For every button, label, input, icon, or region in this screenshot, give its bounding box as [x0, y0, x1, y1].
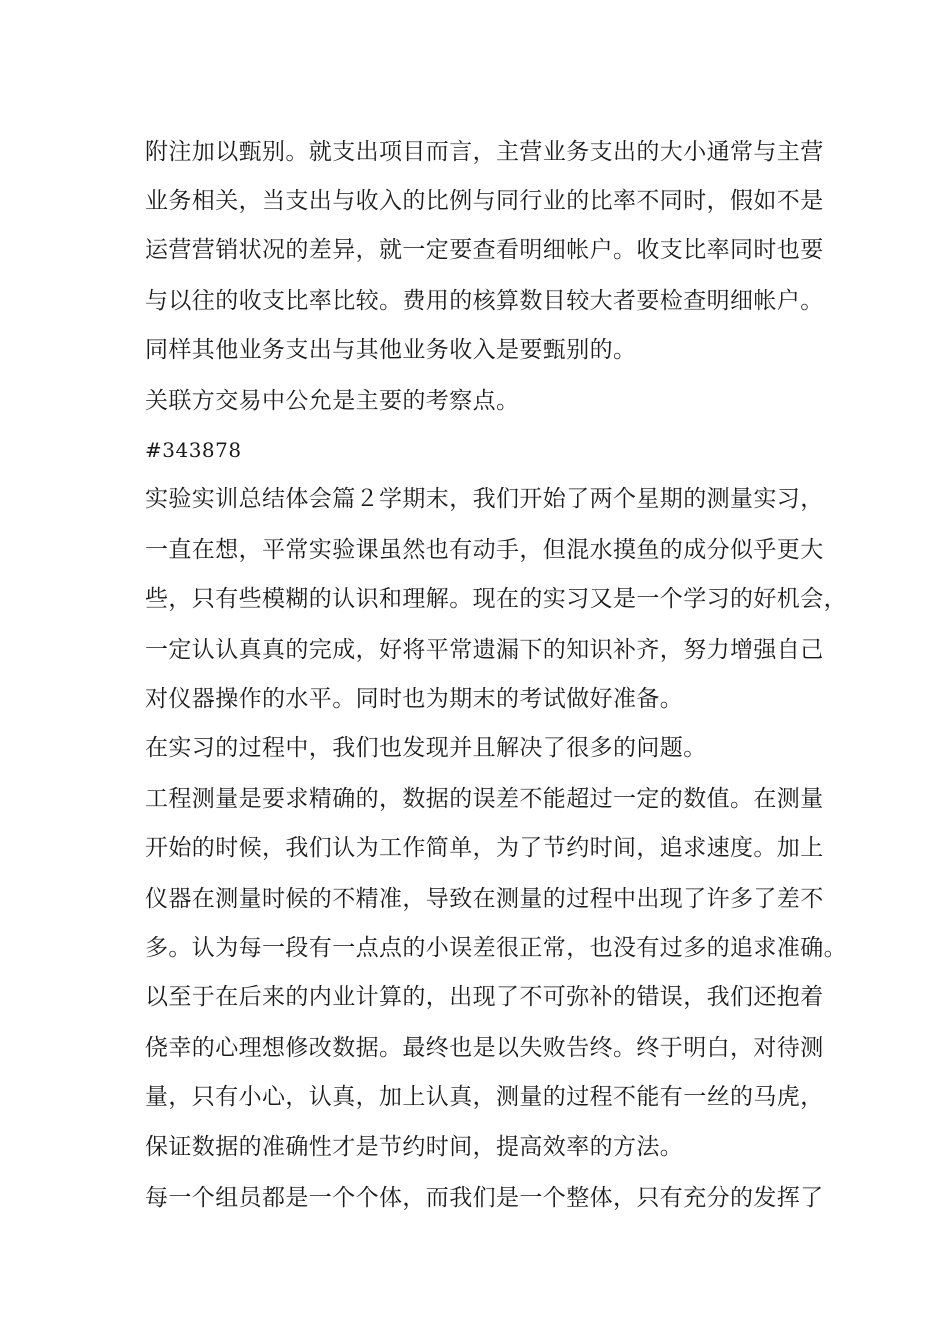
- text-line: 些，只有些模糊的认识和理解。现在的实习又是一个学习的好机会，: [145, 586, 847, 612]
- text-line: 关联方交易中公允是主要的考察点。: [145, 388, 520, 414]
- text-line: 仪器在测量时候的不精准，导致在测量的过程中出现了许多了差不: [145, 886, 824, 912]
- text-line: 工程测量是要求精确的，数据的误差不能超过一定的数值。在测量: [145, 786, 824, 812]
- text-line: 对仪器操作的水平。同时也为期末的考试做好准备。: [145, 686, 684, 712]
- text-line: 多。认为每一段有一点点的小误差很正常，也没有过多的追求准确。: [145, 935, 847, 961]
- text-line: 开始的时候，我们认为工作简单，为了节约时间，追求速度。加上: [145, 835, 824, 861]
- text-line: 量，只有小心，认真，加上认真，测量的过程不能有一丝的马虎，: [145, 1084, 824, 1110]
- text-line: 以至于在后来的内业计算的，出现了不可弥补的错误，我们还抱着: [145, 984, 824, 1010]
- text-line: 侥幸的心理想修改数据。最终也是以失败告终。终于明白，对待测: [145, 1035, 824, 1061]
- text-line: 每一个组员都是一个个体，而我们是一个整体，只有充分的发挥了: [145, 1185, 824, 1211]
- text-line: 保证数据的准确性才是节约时间，提高效率的方法。: [145, 1134, 684, 1160]
- section-heading-line: 实验实训总结体会篇２学期末，我们开始了两个星期的测量实习，: [145, 486, 824, 512]
- text-line: 与以往的收支比率比较。费用的核算数目较大者要检查明细帐户。: [145, 288, 824, 314]
- text-line: 在实习的过程中，我们也发现并且解决了很多的问题。: [145, 735, 707, 761]
- text-line: 业务相关，当支出与收入的比例与同行业的比率不同时，假如不是: [145, 188, 824, 214]
- text-line: 同样其他业务支出与其他业务收入是要甄别的。: [145, 337, 637, 363]
- text-line: 一直在想，平常实验课虽然也有动手，但混水摸鱼的成分似乎更大: [145, 537, 824, 563]
- text-line: 运营营销状况的差异，就一定要查看明细帐户。收支比率同时也要: [145, 237, 824, 263]
- text-line: 附注加以甄别。就支出项目而言，主营业务支出的大小通常与主营: [145, 139, 824, 165]
- reference-number: #343878: [145, 438, 242, 462]
- text-line: 一定认认真真的完成，好将平常遗漏下的知识补齐，努力增强自己: [145, 637, 824, 663]
